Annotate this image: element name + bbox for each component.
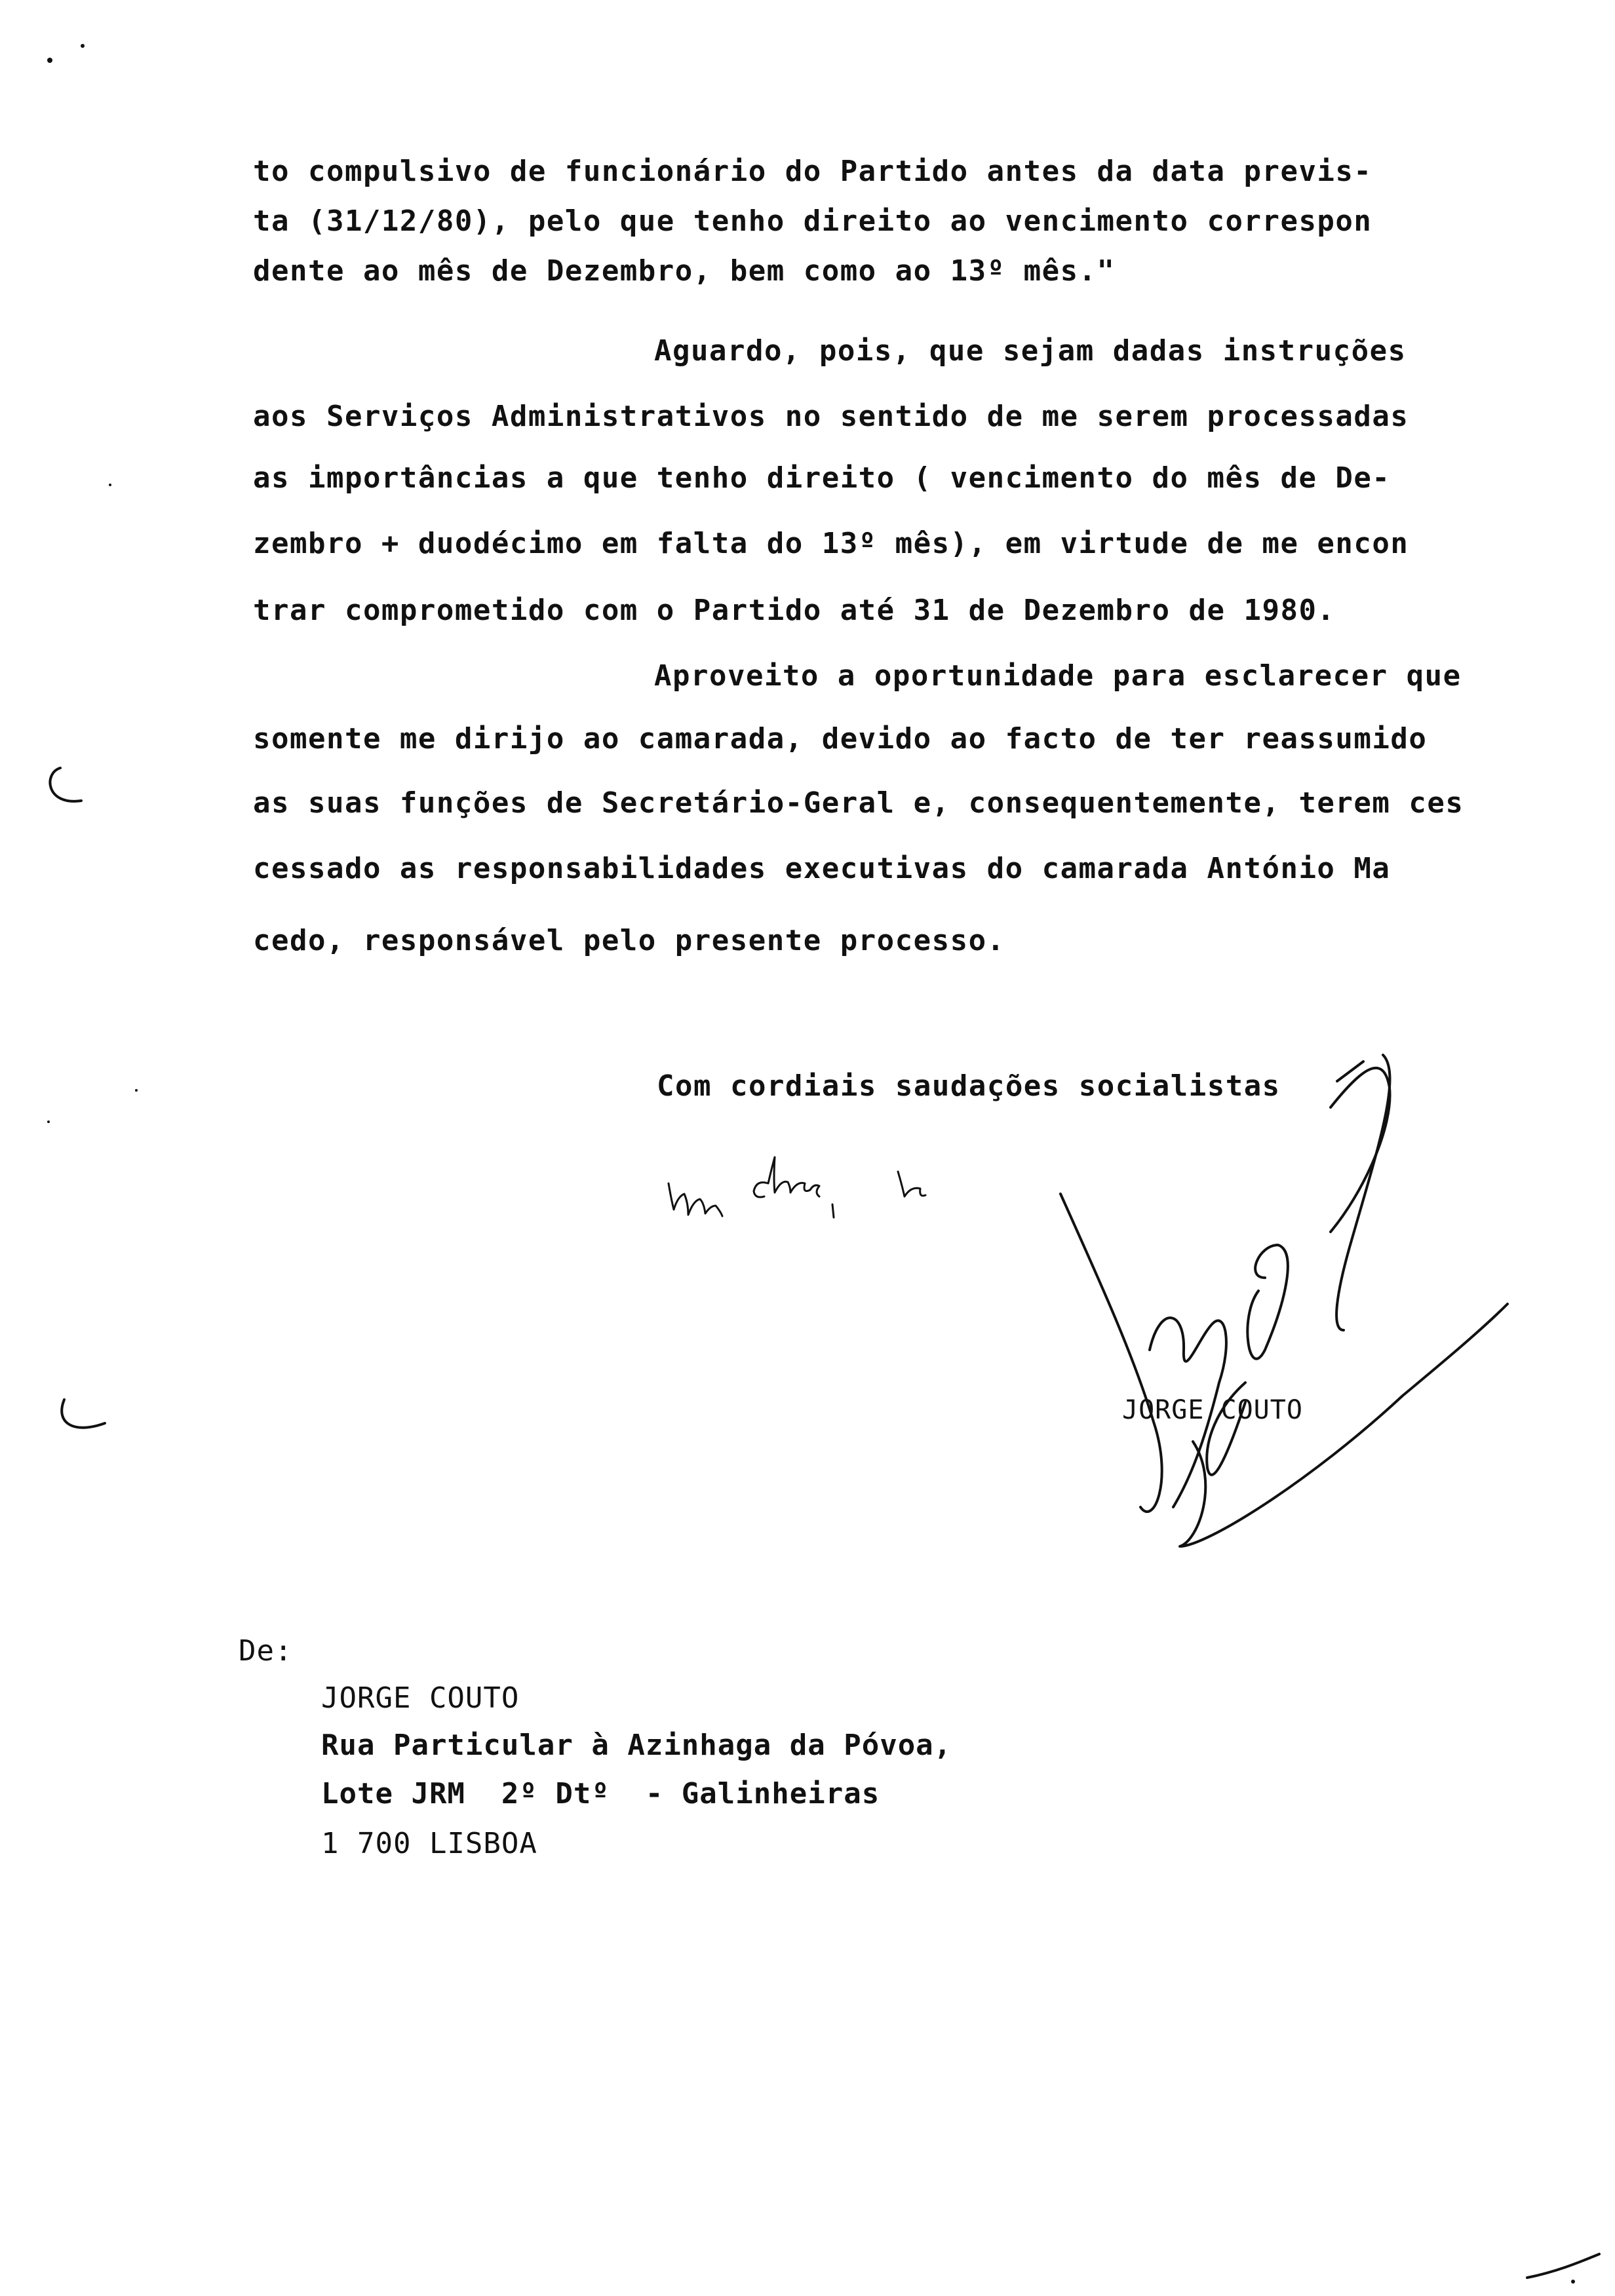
body-line-3: dente ao mês de Dezembro, bem como ao 13º mês." xyxy=(253,254,1116,288)
body-line-9: Aproveito a oportunidade para esclarecer que xyxy=(654,659,1462,693)
body-line-7: zembro + duodécimo em falta do 13º mês), em virtude de me encon xyxy=(253,527,1409,560)
body-line-13: cedo, responsável pelo presente processo. xyxy=(253,924,1005,957)
body-line-5: aos Serviços Administrativos no sentido de me serem processadas xyxy=(253,400,1409,433)
sender-address-line-3: 1 700 LISBOA xyxy=(321,1827,537,1860)
sender-name: JORGE COUTO xyxy=(321,1681,520,1715)
body-line-8: trar comprometido com o Partido até 31 de Dezembro de 1980. xyxy=(253,594,1336,627)
closing-salutation: Com cordiais saudações socialistas xyxy=(657,1069,1281,1103)
signatory-name: JORGE COUTO xyxy=(1122,1395,1303,1425)
body-line-12: cessado as responsabilidades executivas do camarada António Ma xyxy=(253,852,1391,885)
sender-address-line-1: Rua Particular à Azinhaga da Póvoa, xyxy=(321,1729,952,1762)
body-line-10: somente me dirijo ao camarada, devido ao facto de ter reassumido xyxy=(253,722,1428,756)
body-line-11: as suas funções de Secretário-Geral e, consequentemente, terem ces xyxy=(253,786,1464,820)
body-line-6: as importâncias a que tenho direito ( vencimento do mês de De- xyxy=(253,461,1391,495)
body-line-4: Aguardo, pois, que sejam dadas instruções xyxy=(654,334,1407,368)
sender-address-line-2: Lote JRM 2º Dtº - Galinheiras xyxy=(321,1777,880,1810)
body-line-1: to compulsivo de funcionário do Partido antes da data previs- xyxy=(253,155,1372,188)
body-line-2: ta (31/12/80), pelo que tenho direito ao vencimento correspon xyxy=(253,204,1372,238)
sender-label: De: xyxy=(239,1634,293,1668)
